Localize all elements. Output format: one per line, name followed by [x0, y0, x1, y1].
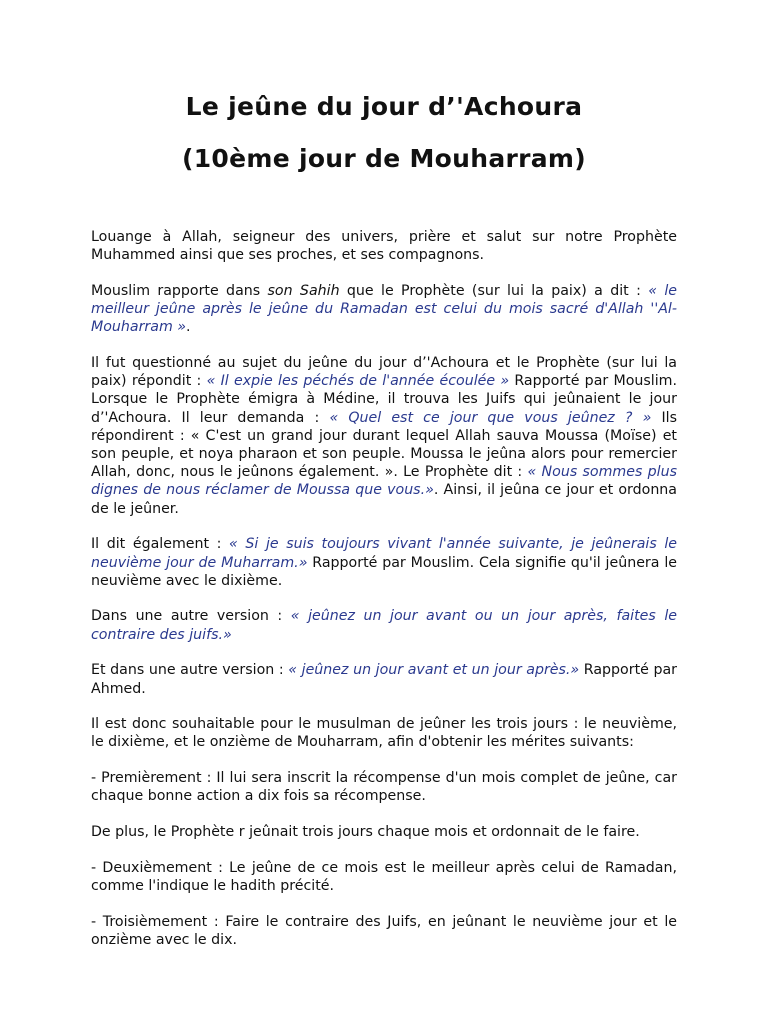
text-span: Il dit également : — [91, 536, 230, 553]
text-span: que le Prophète (sur lui la paix) a dit : — [339, 282, 649, 299]
text-span: Mouslim rapporte dans — [91, 282, 268, 299]
paragraph-second-merit: - Deuxièmement : Le jeûne de ce mois est le meilleur après celui de Ramadan, comme l'indique le hadith précité. — [91, 859, 677, 894]
paragraph-achoura-question — [91, 354, 677, 518]
paragraph-three-days: Il est donc souhaitable pour le musulman de jeûner les trois jours : le neuvième, le dixième, et le onzième de Mouharram, afin d'obtenir les mérites suivants: — [91, 716, 677, 751]
hadith-quote: « le meilleur jeûne après le jeûne du Ramadan est celui du mois sacré d'Allah ''Al-Mouharram » — [91, 282, 678, 336]
text-span: Rapporté par Mouslim. Lorsque le Prophète émigra à Médine, il trouva les Juifs qui jeûnaient le jour d’'Achoura. Il leur demanda : — [91, 373, 677, 426]
document-body — [91, 228, 677, 967]
source-title: son Sahih — [267, 282, 340, 299]
hadith-quote: « jeûnez un jour avant ou un jour après, faites le contraire des juifs.» — [91, 608, 677, 643]
text-span: Rapporté par Mouslim. Cela signifie qu'il jeûnera le neuvième avec le dixième. — [91, 554, 677, 589]
title-line-1: Le jeûne du jour d’'Achoura — [185, 92, 583, 121]
paragraph-ninth-day — [91, 535, 677, 590]
text-span: Rapporté par Ahmed. — [91, 662, 678, 697]
paragraph-other-version-2 — [91, 661, 677, 697]
text-span: Dans une autre version : — [91, 608, 291, 625]
paragraph-third-merit: - Troisièmement : Faire le contraire des Juifs, en jeûnant le neuvième jour et le onzième avec le dix. — [91, 913, 677, 948]
text-span: Ils répondirent : « C'est un grand jour durant lequel Allah sauva Moussa (Moïse) et son peuple, et noya pharaon et son peuple. Moussa le jeûna alors pour remercier Allah, donc, nous le jeûnons également. ». Le Prophète dit : — [91, 409, 677, 481]
paragraph-mouslim-hadith — [91, 282, 677, 337]
text-span: . — [186, 319, 191, 336]
paragraph-three-days-monthly: De plus, le Prophète r jeûnait trois jours chaque mois et ordonnait de le faire. — [91, 824, 640, 841]
text-span: . Ainsi, il jeûna ce jour et ordonna de le jeûner. — [91, 482, 677, 517]
paragraph-intro: Louange à Allah, seigneur des univers, prière et salut sur notre Prophète Muhammed ainsi que ses proches, et ses compagnons. — [91, 229, 677, 264]
paragraph-first-merit: - Premièrement : Il lui sera inscrit la récompense d'un mois complet de jeûne, car chaque bonne action a dix fois sa récompense. — [91, 770, 677, 805]
hadith-quote: « jeûnez un jour avant et un jour après.» — [288, 662, 580, 679]
hadith-quote: « Il expie les péchés de l'année écoulée » — [206, 373, 510, 390]
paragraph-other-version-1 — [91, 607, 677, 643]
hadith-quote: « Nous sommes plus dignes de nous réclamer de Moussa que vous.» — [91, 464, 677, 499]
text-span: Et dans une autre version : — [91, 662, 289, 679]
title-line-2: (10ème jour de Mouharram) — [181, 144, 587, 173]
hadith-quote: « Quel est ce jour que vous jeûnez ? » — [329, 409, 652, 426]
hadith-quote: « Si je suis toujours vivant l'année suivante, je jeûnerais le neuvième jour de Muharram.» — [91, 536, 677, 571]
text-span: Il fut questionné au sujet du jeûne du jour d’'Achoura et le Prophète (sur lui la paix) répondit : — [91, 355, 677, 390]
